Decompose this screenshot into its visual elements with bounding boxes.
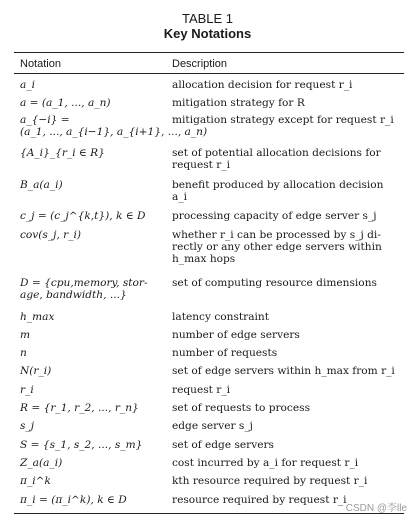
- cell-line: resource required by request r_i: [172, 494, 347, 506]
- notation-cell: [20, 475, 170, 487]
- notation-cell: [20, 420, 170, 432]
- cell-line: π_i^k: [20, 475, 51, 487]
- notation-cell: [20, 179, 170, 191]
- description-cell: [172, 147, 404, 171]
- description-cell: [172, 439, 404, 451]
- notation-cell: [20, 114, 208, 138]
- description-cell: [172, 311, 404, 323]
- description-cell: [172, 347, 404, 359]
- description-cell: [172, 179, 404, 203]
- cell-line: (a_1, ..., a_{i−1}, a_{i+1}, ..., a_n): [20, 126, 208, 138]
- notation-cell: [20, 494, 170, 506]
- cell-line: whether r_i can be processed by s_j di-: [172, 229, 381, 241]
- cell-line: π_i = (π_i^k), k ∈ D: [20, 494, 127, 506]
- cell-line: R = {r_1, r_2, ..., r_n}: [20, 402, 139, 414]
- description-cell: [172, 229, 404, 265]
- watermark: CSDN @李lle: [345, 503, 407, 514]
- cell-line: request r_i: [172, 384, 231, 396]
- cell-line: {A_i}_{r_i ∈ R}: [20, 147, 105, 159]
- notation-cell: [20, 457, 170, 469]
- cell-line: a = (a_1, ..., a_n): [20, 97, 111, 109]
- cell-line: set of computing resource dimensions: [172, 277, 377, 289]
- cell-line: edge server s_j: [172, 420, 253, 432]
- cell-line: c_j = (c_j^{k,t}), k ∈ D: [20, 210, 146, 222]
- cell-line: S = {s_1, s_2, ..., s_m}: [20, 439, 143, 451]
- notation-cell: [20, 402, 170, 414]
- notation-cell: [20, 277, 170, 301]
- description-cell: [172, 402, 404, 414]
- table-title: Key Notations: [163, 26, 252, 41]
- cell-line: D = {cpu,memory, stor-: [20, 277, 148, 289]
- description-cell: [172, 210, 404, 222]
- description-cell: [172, 457, 404, 469]
- notation-cell: [20, 439, 170, 451]
- cell-line: number of requests: [172, 347, 278, 359]
- description-cell: [172, 114, 404, 126]
- description-cell: [172, 384, 404, 396]
- cell-line: Z_a(a_i): [20, 457, 63, 469]
- cell-line: kth resource required by request r_i: [172, 475, 368, 487]
- notation-cell: [20, 147, 170, 159]
- notation-cell: [20, 311, 170, 323]
- description-cell: [172, 79, 404, 91]
- cell-line: N(r_i): [20, 365, 52, 377]
- header-description: Description: [172, 58, 228, 70]
- cell-line: set of edge servers within h_max from r_i: [172, 365, 395, 377]
- notation-cell: [20, 365, 170, 377]
- notation-cell: [20, 97, 170, 109]
- header-rule: [14, 73, 404, 74]
- notation-cell: [20, 384, 170, 396]
- cell-line: request r_i: [172, 159, 231, 171]
- cell-line: set of edge servers: [172, 439, 274, 451]
- description-cell: [172, 277, 404, 289]
- cell-line: h_max hops: [172, 253, 236, 265]
- cell-line: allocation decision for request r_i: [172, 79, 353, 91]
- notation-cell: [20, 79, 170, 91]
- cell-line: h_max: [20, 311, 55, 323]
- description-cell: [172, 97, 404, 109]
- description-cell: [172, 365, 404, 377]
- cell-line: a_{−i} =: [20, 114, 70, 126]
- cell-line: r_i: [20, 384, 34, 396]
- cell-line: set of requests to process: [172, 402, 311, 414]
- notation-cell: [20, 329, 170, 341]
- cell-line: processing capacity of edge server s_j: [172, 210, 377, 222]
- cell-line: benefit produced by allocation decision: [172, 179, 384, 191]
- description-cell: [172, 475, 404, 487]
- notation-cell: [20, 347, 170, 359]
- cell-line: age, bandwidth, ...}: [20, 289, 127, 301]
- table-number: TABLE 1: [181, 11, 234, 26]
- cell-line: set of potential allocation decisions for: [172, 147, 381, 159]
- cell-line: cost incurred by a_i for request r_i: [172, 457, 359, 469]
- cell-line: a_i: [20, 79, 36, 91]
- cell-line: rectly or any other edge servers within: [172, 241, 382, 253]
- cell-line: mitigation strategy except for request r_i: [172, 114, 394, 126]
- cell-line: latency constraint: [172, 311, 270, 323]
- cell-line: n: [20, 347, 27, 359]
- header-notation: Notation: [20, 58, 61, 70]
- cell-line: a_i: [172, 191, 188, 203]
- notation-cell: [20, 229, 170, 241]
- cell-line: cov(s_j, r_i): [20, 229, 82, 241]
- description-cell: [172, 420, 404, 432]
- top-rule: [14, 52, 404, 53]
- cell-line: m: [20, 329, 31, 341]
- cell-line: B_a(a_i): [20, 179, 63, 191]
- cell-line: number of edge servers: [172, 329, 300, 341]
- notation-cell: [20, 210, 170, 222]
- cell-line: s_j: [20, 420, 35, 432]
- cell-line: mitigation strategy for R: [172, 97, 305, 109]
- description-cell: [172, 329, 404, 341]
